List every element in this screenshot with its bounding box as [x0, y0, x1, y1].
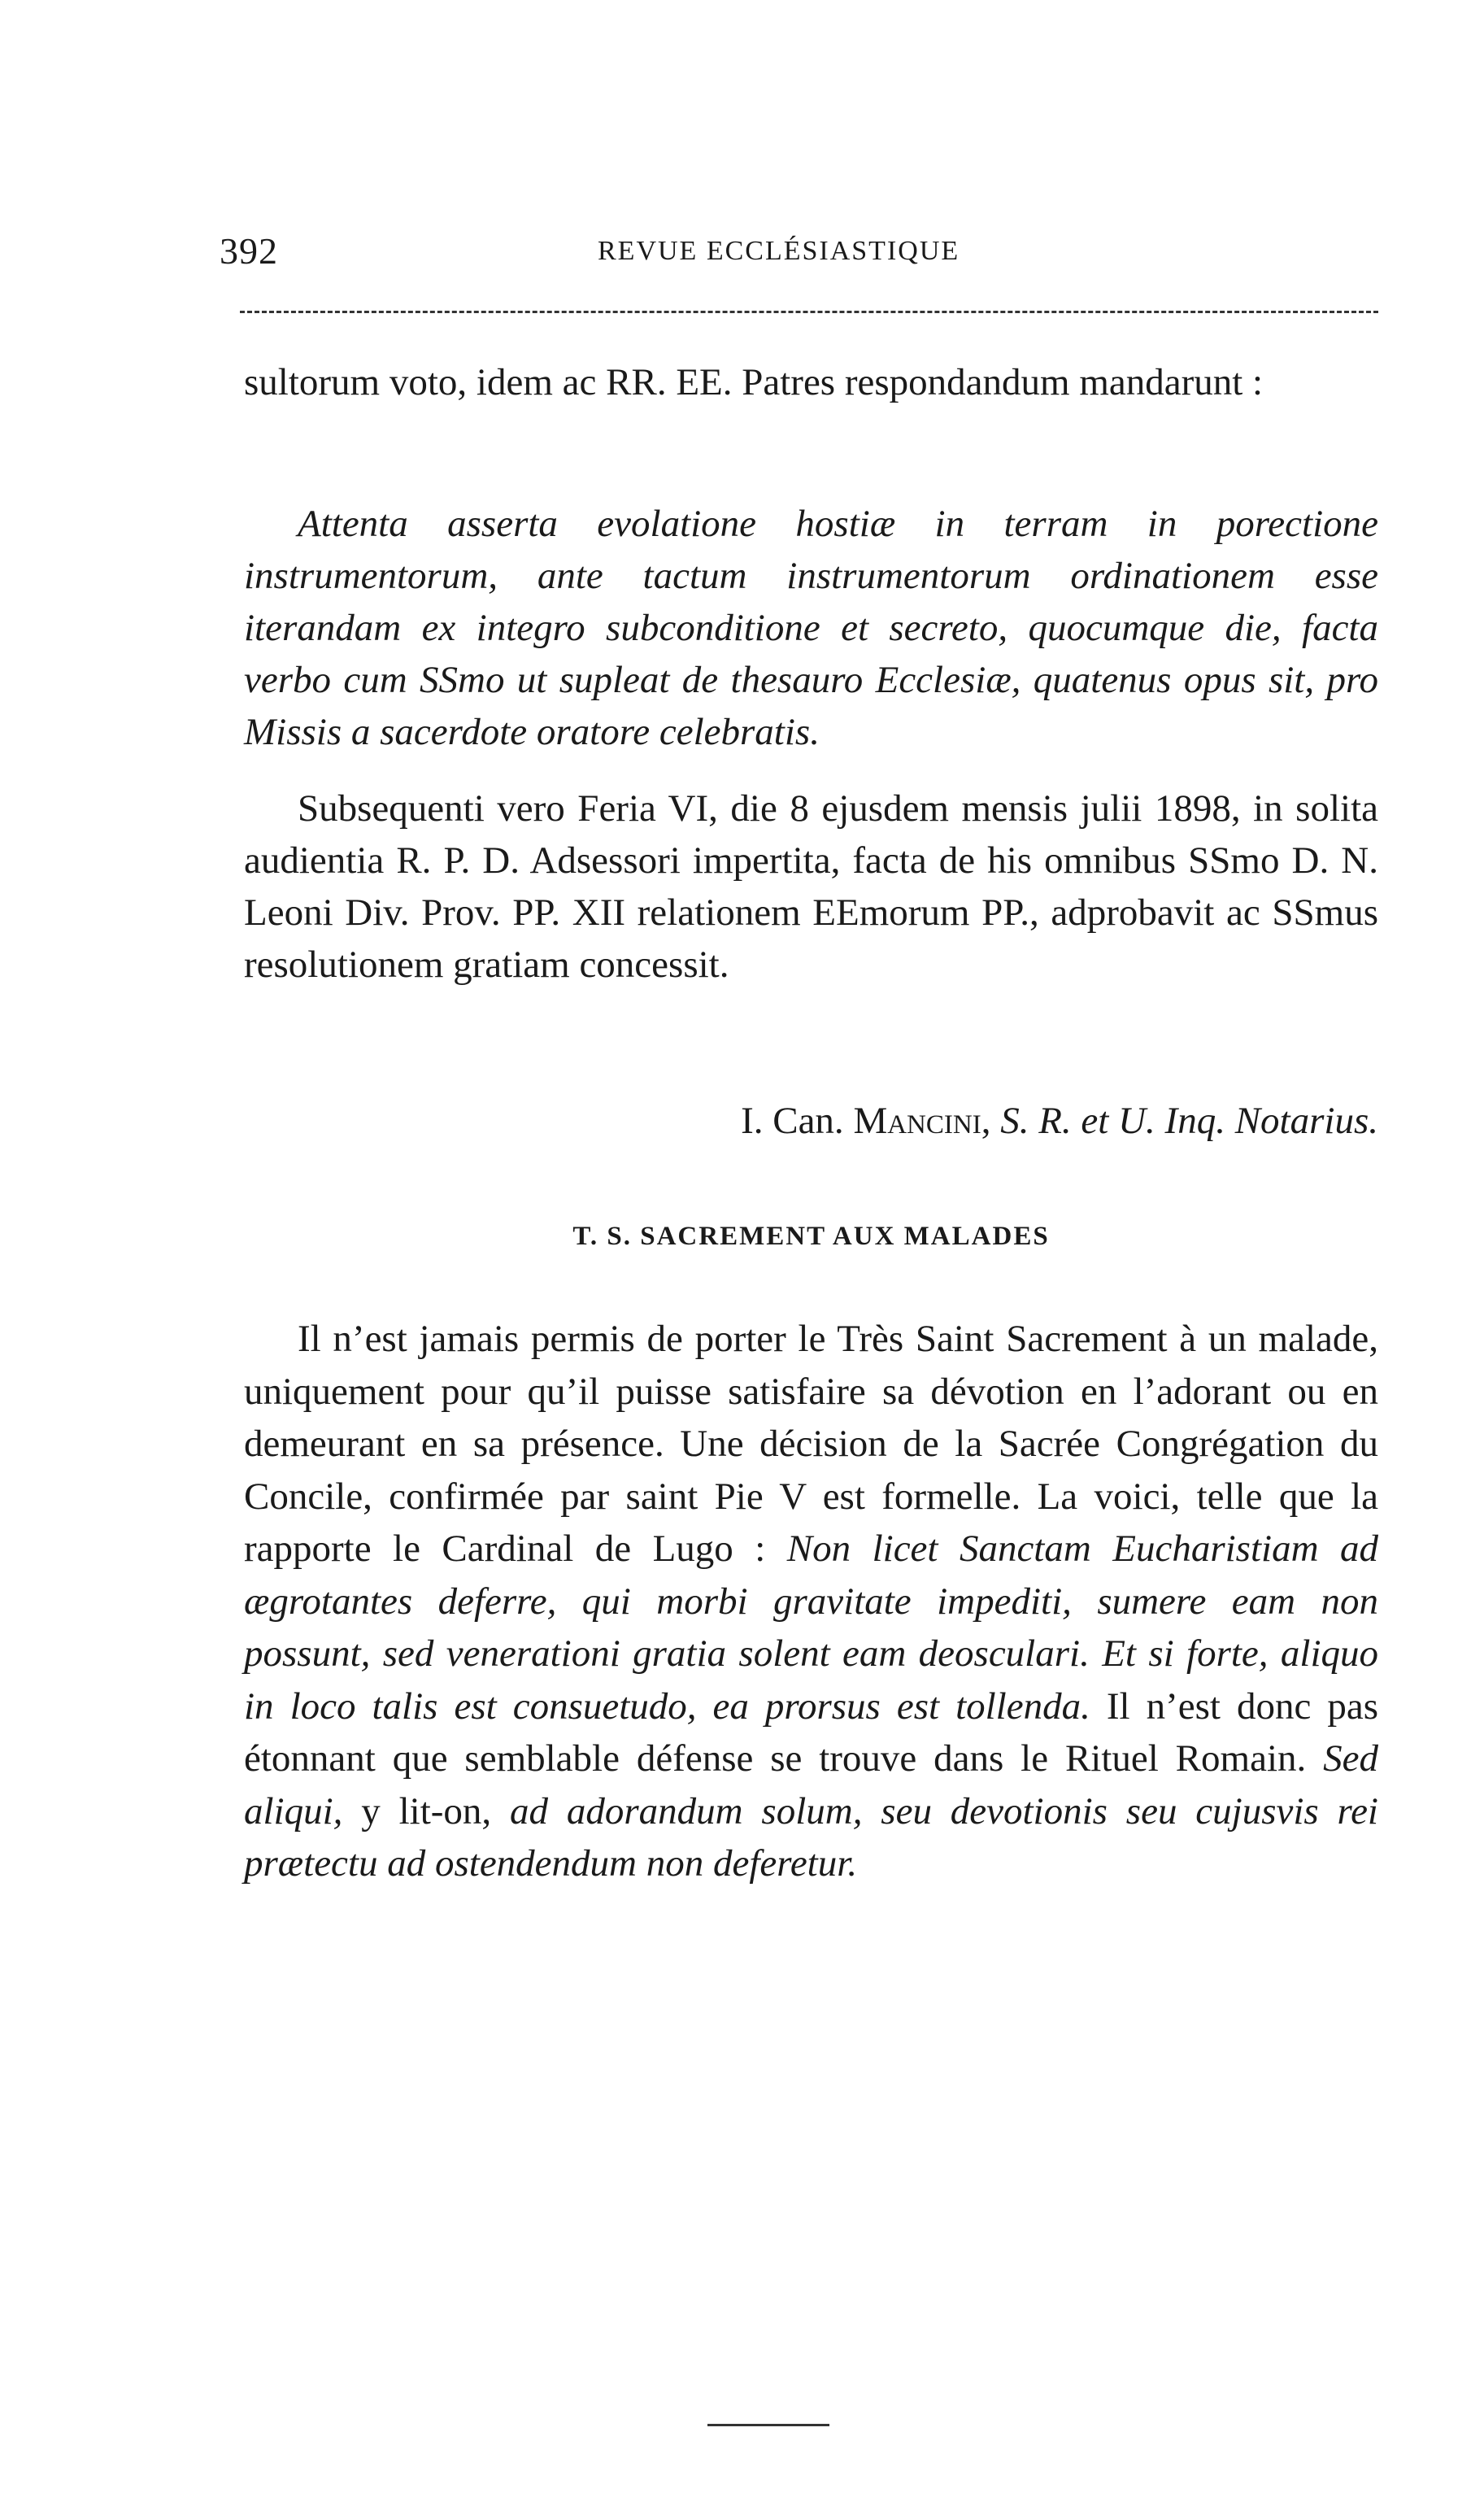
end-rule	[707, 2424, 829, 2426]
decision-paragraph: Attenta asserta evolatione hostiæ in terram in porectione instrumentorum, ante tactum instrumentorum ordinationem esse iterandam ex integro subconditione et secreto, quocumque die, facta verbo cum SSmo ut supleat de thesauro Ecclesiæ, quatenus opus sit, pro Missis a sacerdote oratore celebratis.	[244, 503, 1378, 753]
continuation-paragraph: sultorum voto, idem ac RR. EE. Patres respondandum mandarunt :	[244, 361, 1264, 403]
running-head: REVUE ECCLÉSIASTIQUE	[598, 236, 960, 266]
page-number: 392	[220, 230, 278, 272]
signature-title: S. R. et U. Inq. Notarius.	[1000, 1100, 1378, 1142]
subsequenti-paragraph: Subsequenti vero Feria VI, die 8 ejusdem mensis julii 1898, in solita audientia R. P. D. Adsessori impertita, facta de his omnibus SSmo D. N. Leoni Div. Prov. PP. XII relationem EEmorum PP., adprobavit ac SSmus resolutionem gratiam concessit.	[244, 787, 1378, 986]
main-quote1: Non licet Sanctam Eucharistiam ad ægrotantes deferre, qui morbi gravitate impediti, sumere eam non possunt, sed venerationi gratia solent eam deosculari. Et si forte, aliquo in loco talis est consuetudo, ea prorsus est tollenda.	[244, 1528, 1379, 1728]
signature-line: I. Can. Mancini, S. R. et U. Inq. Notarius.	[741, 1100, 1378, 1142]
section-heading: T. S. SACREMENT AUX MALADES	[572, 1222, 1050, 1251]
main-text-part2: Il n’est donc pas étonnant que semblable défense se trouve dans le Rituel Romain.	[244, 1684, 1378, 1780]
main-paragraph	[244, 1313, 1378, 1890]
header-rule	[240, 311, 1378, 313]
main-text-part1: Il n’est jamais permis de porter le Très Saint Sacrement à un malade, uniquement pour qu’il puisse satisfaire sa dévotion en l’adorant ou en demeurant en sa présence. Une décision de la Sacrée Congrégation du Concile, confirmée par saint Pie V est formelle. La voici, telle que la rapporte le Cardinal de Lugo :	[244, 1318, 1378, 1570]
signature-prefix: I. Can.	[741, 1100, 854, 1142]
main-quote2b: ad adorandum solum, seu devotionis seu cujusvis rei prætectu ad ostendendum non deferetur.	[244, 1789, 1378, 1885]
main-text-part3: y lit-on,	[342, 1789, 511, 1833]
signature-name: Mancini	[853, 1100, 981, 1142]
main-quote2a: Sed aliqui,	[244, 1737, 1378, 1833]
